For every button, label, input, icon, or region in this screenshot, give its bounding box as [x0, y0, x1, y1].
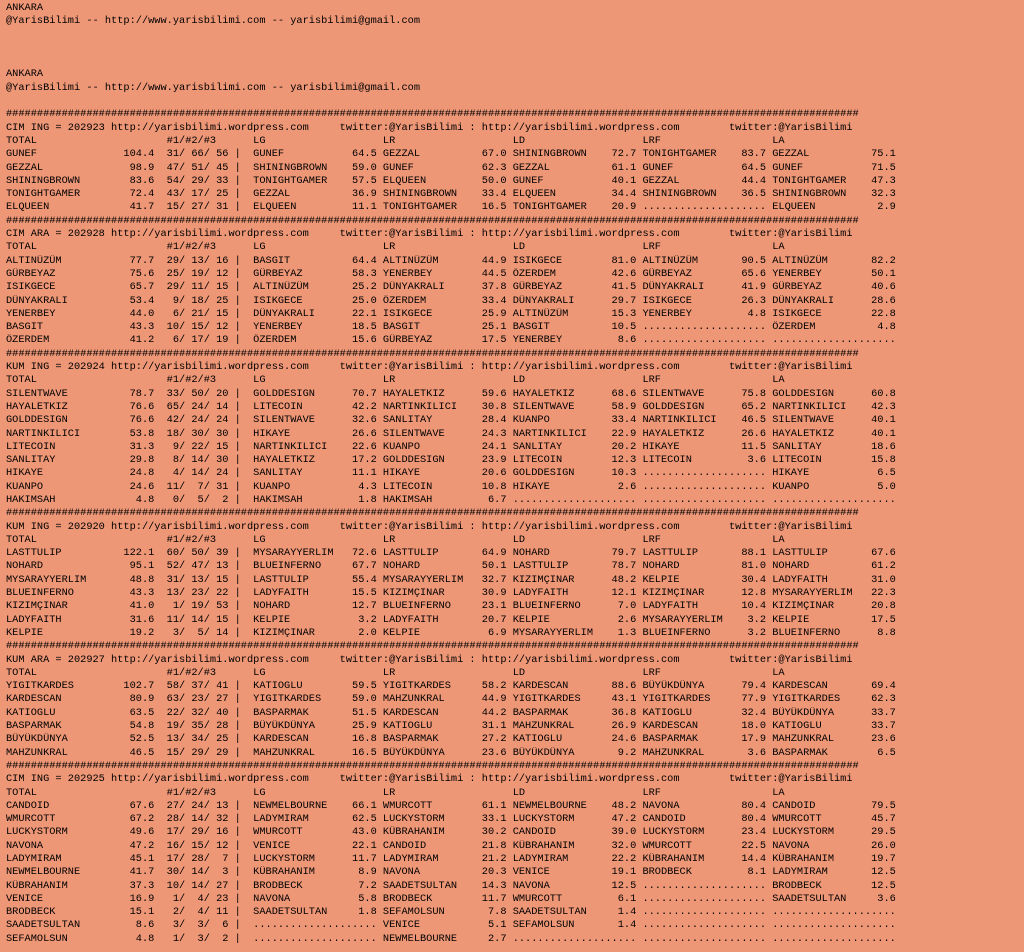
report-row: KATIOGLU 63.5 22/ 32/ 40 | BASPARMAK 51.5 KARDESCAN 44.2 BASPARMAK 36.8 KATIOGLU 32.4 BÜYÜKDÜNYA 33.7: [6, 706, 896, 719]
separator-line: ##########################################################################################################################################: [6, 640, 859, 653]
report-row: DÜNYAKRALI 53.4 9/ 18/ 25 | ISIKGECE 25.0 ÖZERDEM 33.4 DÜNYAKRALI 29.7 ISIKGECE 26.3 DÜNYAKRALI 28.6: [6, 294, 896, 307]
report-row: YIGITKARDES 102.7 58/ 37/ 41 | KATIOGLU 59.5 YIGITKARDES 58.2 KARDESCAN 88.6 BÜYÜKDÜNYA 79.4 KARDESCAN 69.4: [6, 680, 896, 693]
report-row: SAADETSULTAN 8.6 3/ 3/ 6 | .................... VENICE 5.1 SEFAMOLSUN 1.4 .................... ....................: [6, 919, 896, 932]
report-row: CANDOID 67.6 27/ 24/ 13 | NEWMELBOURNE 66.1 WMURCOTT 61.1 NEWMELBOURNE 48.2 NAVONA 80.4 CANDOID 79.5: [6, 799, 896, 812]
report-row: GUNEF 104.4 31/ 66/ 56 | GUNEF 64.5 GEZZAL 67.0 SHININGBROWN 72.7 TONIGHTGAMER 83.7 GEZZAL 75.1: [6, 148, 896, 161]
report-row: MYSARAYYERLIM 48.8 31/ 13/ 15 | LASTTULIP 55.4 MYSARAYYERLIM 32.7 KIZIMÇINAR 48.2 KELPIE 30.4 LADYFAITH 31.0: [6, 573, 896, 586]
column-header-row: TOTAL #1/#2/#3 LG LR LD LRF LA: [6, 666, 785, 679]
report-row: KUANPO 24.6 11/ 7/ 31 | KUANPO 4.3 LITECOIN 10.8 HIKAYE 2.6 .................... KUANPO 5.0: [6, 480, 896, 493]
header-title-repeat: ANKARA: [6, 68, 44, 81]
report-row: NAVONA 47.2 16/ 15/ 12 | VENICE 22.1 CANDOID 21.8 KÜBRAHANIM 32.0 WMURCOTT 22.5 NAVONA 26.0: [6, 839, 896, 852]
report-row: YENERBEY 44.0 6/ 21/ 15 | DÜNYAKRALI 22.1 ISIKGECE 25.9 ALTINÜZÜM 15.3 YENERBEY 4.8 ISIKGECE 22.8: [6, 307, 896, 320]
race-header-row: CIM ING = 202923 http://yarisbilimi.wordpress.com twitter:@YarisBilimi : http://yarisbilimi.wordpress.com twitter:@YarisBilimi: [6, 121, 853, 134]
report-row: LASTTULIP 122.1 60/ 50/ 39 | MYSARAYYERLIM 72.6 LASTTULIP 64.9 NOHARD 79.7 LASTTULIP 88.1 LASTTULIP 67.6: [6, 547, 896, 560]
blank-line: [6, 95, 1018, 108]
report-row: NARTINKILICI 53.8 18/ 30/ 30 | HIKAYE 26.6 SILENTWAVE 24.3 NARTINKILICI 22.9 HAYALETKIZ 26.6 HAYALETKIZ 40.1: [6, 427, 896, 440]
column-header-row: TOTAL #1/#2/#3 LG LR LD LRF LA: [6, 241, 785, 254]
race-report: [6, 108, 1018, 946]
column-header-row: TOTAL #1/#2/#3 LG LR LD LRF LA: [6, 134, 785, 147]
race-header-row: KUM ARA = 202927 http://yarisbilimi.wordpress.com twitter:@YarisBilimi : http://yarisbilimi.wordpress.com twitter:@YarisBilimi: [6, 653, 853, 666]
report-row: LITECOIN 31.3 9/ 22/ 15 | NARTINKILICI 22.6 KUANPO 24.1 SANLITAY 20.2 HIKAYE 11.5 SANLITAY 18.6: [6, 440, 896, 453]
report-row: LUCKYSTORM 49.6 17/ 29/ 16 | WMURCOTT 43.0 KÜBRAHANIM 30.2 CANDOID 39.0 LUCKYSTORM 23.4 LUCKYSTORM 29.5: [6, 826, 896, 839]
report-row: LADYMIRAM 45.1 17/ 28/ 7 | LUCKYSTORM 11.7 LADYMIRAM 21.2 LADYMIRAM 22.2 KÜBRAHANIM 14.4 KÜBRAHANIM 19.7: [6, 853, 896, 865]
separator-line: ##########################################################################################################################################: [6, 507, 859, 520]
report-row: KIZIMÇINAR 41.0 1/ 19/ 53 | NOHARD 12.7 BLUEINFERNO 23.1 BLUEINFERNO 7.0 LADYFAITH 10.4 KIZIMÇINAR 20.8: [6, 600, 896, 613]
header-contact-repeat: @YarisBilimi -- http://www.yarisbilimi.com -- yarisbilimi@gmail.com: [6, 81, 421, 94]
blank-line: [6, 29, 1018, 42]
report-row: BRODBECK 15.1 2/ 4/ 11 | SAADETSULTAN 1.8 SEFAMOLSUN 7.8 SAADETSULTAN 1.4 .................... ....................: [6, 906, 896, 919]
report-row: NOHARD 95.1 52/ 47/ 13 | BLUEINFERNO 67.7 NOHARD 50.1 LASTTULIP 78.7 NOHARD 81.0 NOHARD 61.2: [6, 560, 896, 573]
report-row: SEFAMOLSUN 4.8 1/ 3/ 2 | .................... NEWMELBOURNE 2.7 .................... .................... ....................: [6, 932, 896, 945]
blank-line: [6, 42, 1018, 55]
separator-line: ##########################################################################################################################################: [6, 347, 859, 360]
separator-line: ##########################################################################################################################################: [6, 214, 859, 227]
race-header-row: CIM ING = 202925 http://yarisbilimi.wordpress.com twitter:@YarisBilimi : http://yarisbilimi.wordpress.com twitter:@YarisBilimi: [6, 773, 853, 786]
report-row: SILENTWAVE 78.7 33/ 50/ 20 | GOLDDESIGN 70.7 HAYALETKIZ 59.6 HAYALETKIZ 68.6 SILENTWAVE 75.8 GOLDDESIGN 60.8: [6, 387, 896, 400]
report-row: BASPARMAK 54.8 19/ 35/ 28 | BÜYÜKDÜNYA 25.9 KATIOGLU 31.1 MAHZUNKRAL 26.9 KARDESCAN 18.0 KATIOGLU 33.7: [6, 720, 896, 733]
header-contact: @YarisBilimi -- http://www.yarisbilimi.com -- yarisbilimi@gmail.com: [6, 15, 421, 28]
report-row: ALTINÜZÜM 77.7 29/ 13/ 16 | BASGIT 64.4 ALTINÜZÜM 44.9 ISIKGECE 81.0 ALTINÜZÜM 90.5 ALTINÜZÜM 82.2: [6, 254, 896, 267]
report-row: ELQUEEN 41.7 15/ 27/ 31 | ELQUEEN 11.1 TONIGHTGAMER 16.5 TONIGHTGAMER 20.9 .................... ELQUEEN 2.9: [6, 201, 896, 214]
column-header-row: TOTAL #1/#2/#3 LG LR LD LRF LA: [6, 533, 785, 546]
race-header-row: KUM ING = 202924 http://yarisbilimi.wordpress.com twitter:@YarisBilimi : http://yarisbilimi.wordpress.com twitter:@YarisBilimi: [6, 361, 853, 374]
report-row: SHININGBROWN 83.6 54/ 29/ 33 | TONIGHTGAMER 57.5 ELQUEEN 50.0 GUNEF 40.1 GEZZAL 44.4 TONIGHTGAMER 47.3: [6, 174, 896, 187]
report-row: MAHZUNKRAL 46.5 15/ 29/ 29 | MAHZUNKRAL 16.5 BÜYÜKDÜNYA 23.6 BÜYÜKDÜNYA 9.2 MAHZUNKRAL 3.6 BASPARMAK 6.5: [6, 746, 896, 759]
header-title: ANKARA: [6, 2, 44, 14]
report-row: TONIGHTGAMER 72.4 43/ 17/ 25 | GEZZAL 36.9 SHININGBROWN 33.4 ELQUEEN 34.4 SHININGBROWN 36.5 SHININGBROWN 32.3: [6, 188, 896, 201]
report-row: SANLITAY 29.8 8/ 14/ 30 | HAYALETKIZ 17.2 GOLDDESIGN 23.9 LITECOIN 12.3 LITECOIN 3.6 LITECOIN 15.8: [6, 454, 896, 467]
report-row: BLUEINFERNO 43.3 13/ 23/ 22 | LADYFAITH 15.5 KIZIMÇINAR 30.9 LADYFAITH 12.1 KIZIMÇINAR 12.8 MYSARAYYERLIM 22.3: [6, 587, 896, 600]
report-row: GEZZAL 98.9 47/ 51/ 45 | SHININGBROWN 59.0 GUNEF 62.3 GEZZAL 61.1 GUNEF 64.5 GUNEF 71.5: [6, 161, 896, 174]
report-row: BASGIT 43.3 10/ 15/ 12 | YENERBEY 18.5 BASGIT 25.1 BASGIT 10.5 .................... ÖZERDEM 4.8: [6, 321, 896, 334]
column-header-row: TOTAL #1/#2/#3 LG LR LD LRF LA: [6, 786, 785, 799]
report-row: HAYALETKIZ 76.6 65/ 24/ 14 | LITECOIN 42.2 NARTINKILICI 30.8 SILENTWAVE 58.9 GOLDDESIGN 65.2 NARTINKILICI 42.3: [6, 400, 896, 413]
blank-line: [6, 55, 1018, 68]
race-header-row: KUM ING = 202920 http://yarisbilimi.wordpress.com twitter:@YarisBilimi : http://yarisbilimi.wordpress.com twitter:@YarisBilimi: [6, 520, 853, 533]
separator-line: ##########################################################################################################################################: [6, 108, 859, 121]
report-row: KÜBRAHANIM 37.3 10/ 14/ 27 | BRODBECK 7.2 SAADETSULTAN 14.3 NAVONA 12.5 .................... BRODBECK 12.5: [6, 879, 896, 892]
report-row: ISIKGECE 65.7 29/ 11/ 15 | ALTINÜZÜM 25.2 DÜNYAKRALI 37.8 GÜRBEYAZ 41.5 DÜNYAKRALI 41.9 GÜRBEYAZ 40.6: [6, 281, 896, 294]
report-row: GÜRBEYAZ 75.6 25/ 19/ 12 | GÜRBEYAZ 58.3 YENERBEY 44.5 ÖZERDEM 42.6 GÜRBEYAZ 65.6 YENERBEY 50.1: [6, 267, 896, 280]
column-header-row: TOTAL #1/#2/#3 LG LR LD LRF LA: [6, 374, 785, 387]
report-row: KARDESCAN 80.9 63/ 23/ 27 | YIGITKARDES 59.0 MAHZUNKRAL 44.9 YIGITKARDES 43.1 YIGITKARDES 77.9 YIGITKARDES 62.3: [6, 693, 896, 706]
report-row: GOLDDESIGN 76.6 42/ 24/ 24 | SILENTWAVE 32.6 SANLITAY 28.4 KUANPO 33.4 NARTINKILICI 46.5 SILENTWAVE 40.1: [6, 414, 896, 427]
separator-line: ##########################################################################################################################################: [6, 759, 859, 772]
report-row: HAKIMSAH 4.8 0/ 5/ 2 | HAKIMSAH 1.8 HAKIMSAH 6.7 .................... .................... ....................: [6, 493, 896, 506]
report-row: KELPIE 19.2 3/ 5/ 14 | KIZIMÇINAR 2.0 KELPIE 6.9 MYSARAYYERLIM 1.3 BLUEINFERNO 3.2 BLUEINFERNO 8.8: [6, 626, 896, 639]
report-row: NEWMELBOURNE 41.7 30/ 14/ 3 | KÜBRAHANIM 8.9 NAVONA 20.3 VENICE 19.1 BRODBECK 8.1 LADYMIRAM 12.5: [6, 866, 896, 879]
report-row: BÜYÜKDÜNYA 52.5 13/ 34/ 25 | KARDESCAN 16.8 BASPARMAK 27.2 KATIOGLU 24.6 BASPARMAK 17.9 MAHZUNKRAL 23.6: [6, 733, 896, 746]
race-header-row: CIM ARA = 202928 http://yarisbilimi.wordpress.com twitter:@YarisBilimi : http://yarisbilimi.wordpress.com twitter:@YarisBilimi: [6, 228, 853, 241]
report-row: ÖZERDEM 41.2 6/ 17/ 19 | ÖZERDEM 15.6 GÜRBEYAZ 17.5 YENERBEY 8.6 .................... ....................: [6, 334, 896, 347]
report-row: VENICE 16.9 1/ 4/ 23 | NAVONA 5.8 BRODBECK 11.7 WMURCOTT 6.1 .................... SAADETSULTAN 3.6: [6, 892, 896, 905]
report-row: HIKAYE 24.8 4/ 14/ 24 | SANLITAY 11.1 HIKAYE 20.6 GOLDDESIGN 10.3 .................... HIKAYE 6.5: [6, 467, 896, 480]
report-row: LADYFAITH 31.6 11/ 14/ 15 | KELPIE 3.2 LADYFAITH 20.7 KELPIE 2.6 MYSARAYYERLIM 3.2 KELPIE 17.5: [6, 613, 896, 626]
report-row: WMURCOTT 67.2 28/ 14/ 32 | LADYMIRAM 62.5 LUCKYSTORM 33.1 LUCKYSTORM 47.2 CANDOID 80.4 WMURCOTT 45.7: [6, 813, 896, 826]
